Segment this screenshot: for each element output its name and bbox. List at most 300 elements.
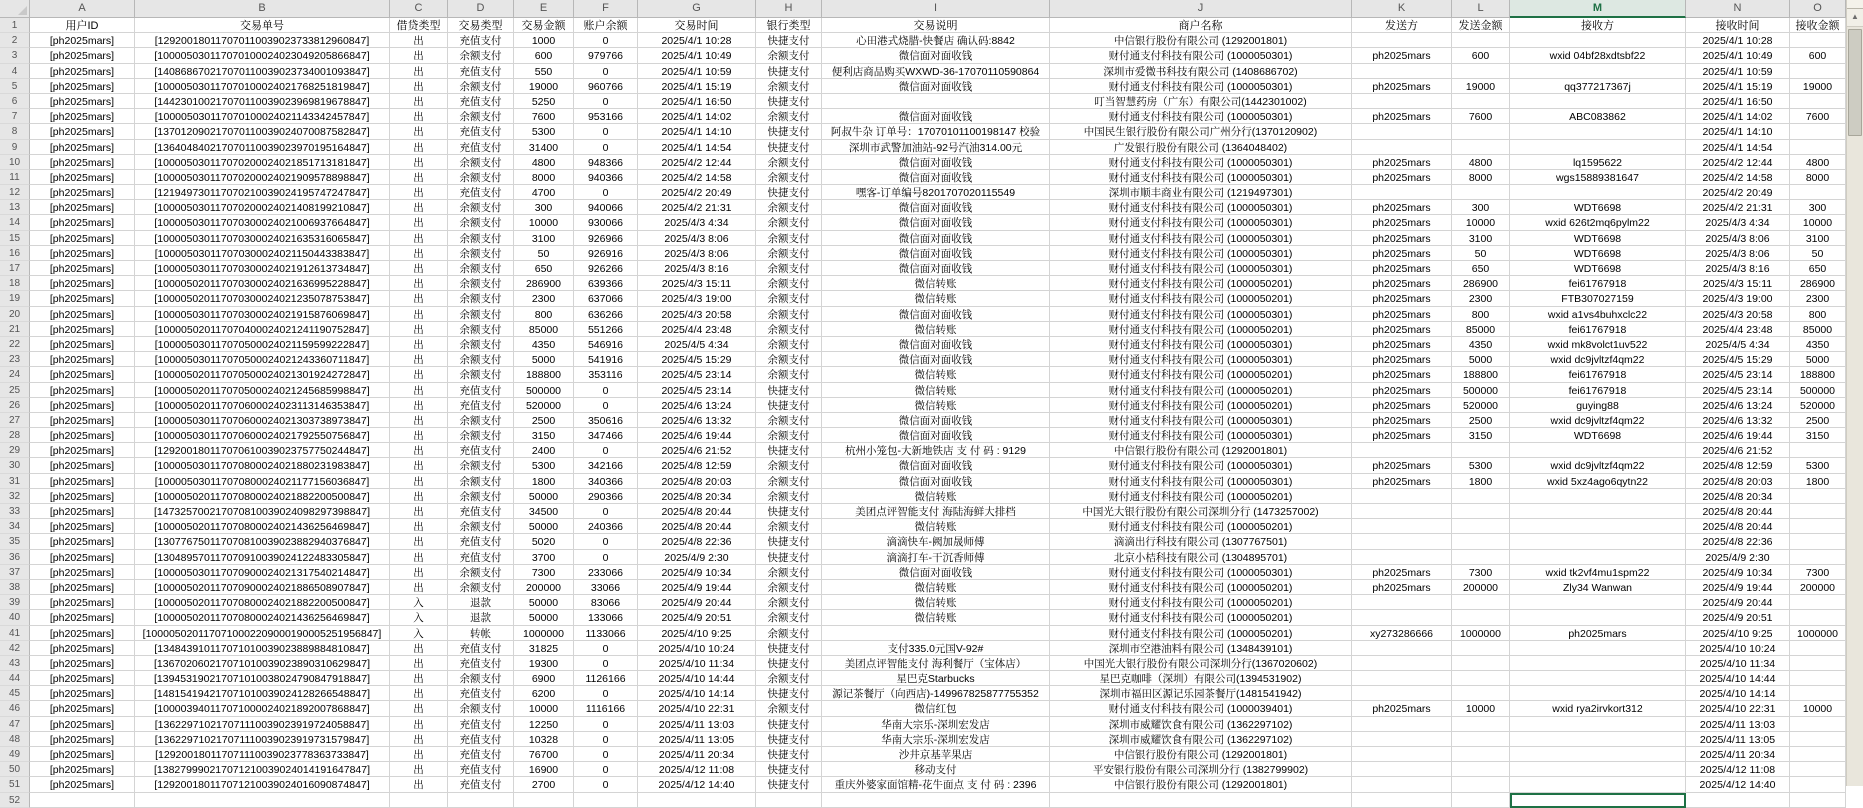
cell-M24[interactable]: fei61767918 <box>1510 367 1686 382</box>
cell-N11[interactable]: 2025/4/2 14:58 <box>1686 170 1790 185</box>
cell-C7[interactable]: 出 <box>390 109 448 124</box>
cell-K5[interactable]: ph2025mars <box>1352 79 1452 94</box>
row-header-23[interactable]: 23 <box>0 352 30 367</box>
cell-E3[interactable]: 600 <box>514 48 574 63</box>
cell-H10[interactable]: 余额支付 <box>756 155 822 170</box>
row-header-39[interactable]: 39 <box>0 595 30 610</box>
cell-H41[interactable]: 余额支付 <box>756 626 822 641</box>
cell-G46[interactable]: 2025/4/10 22:31 <box>638 701 756 716</box>
cell-H4[interactable]: 快捷支付 <box>756 64 822 79</box>
cell-L49[interactable] <box>1452 747 1510 762</box>
cell-F27[interactable]: 350616 <box>574 413 638 428</box>
cell-D22[interactable]: 余额支付 <box>448 337 514 352</box>
cell-M17[interactable]: WDT6698 <box>1510 261 1686 276</box>
cell-D25[interactable]: 充值支付 <box>448 383 514 398</box>
cell-F50[interactable]: 0 <box>574 762 638 777</box>
row-header-37[interactable]: 37 <box>0 565 30 580</box>
cell-H20[interactable]: 余额支付 <box>756 307 822 322</box>
cell-J24[interactable]: 财付通支付科技有限公司 (1000050201) <box>1050 367 1352 382</box>
cell-C33[interactable]: 出 <box>390 504 448 519</box>
column-header-F[interactable]: F <box>574 0 638 18</box>
cell-J33[interactable]: 中国光大银行股份有限公司深圳分行 (1473257002) <box>1050 504 1352 519</box>
cell-L7[interactable]: 7600 <box>1452 109 1510 124</box>
cell-A48[interactable]: [ph2025mars] <box>30 732 135 747</box>
cell-A16[interactable]: [ph2025mars] <box>30 246 135 261</box>
cell-O15[interactable]: 3100 <box>1790 231 1846 246</box>
cell-K43[interactable] <box>1352 656 1452 671</box>
cell-C5[interactable]: 出 <box>390 79 448 94</box>
cell-D5[interactable]: 余额支付 <box>448 79 514 94</box>
row-header-31[interactable]: 31 <box>0 474 30 489</box>
cell-J9[interactable]: 广发银行股份有限公司 (1364048402) <box>1050 140 1352 155</box>
cell-C41[interactable]: 入 <box>390 626 448 641</box>
cell-D32[interactable]: 余额支付 <box>448 489 514 504</box>
cell-C35[interactable]: 出 <box>390 534 448 549</box>
row-header-21[interactable]: 21 <box>0 322 30 337</box>
cell-H6[interactable]: 快捷支付 <box>756 94 822 109</box>
column-header-E[interactable]: E <box>514 0 574 18</box>
cell-M44[interactable] <box>1510 671 1686 686</box>
cell-L41[interactable]: 1000000 <box>1452 626 1510 641</box>
cell-I48[interactable]: 华南大宗乐-深圳宏发店 <box>822 732 1050 747</box>
cell-A2[interactable]: [ph2025mars] <box>30 33 135 48</box>
cell-O32[interactable] <box>1790 489 1846 504</box>
cell-C49[interactable]: 出 <box>390 747 448 762</box>
cell-B27[interactable]: [100005030117070600024021303738973847] <box>135 413 390 428</box>
cell-G16[interactable]: 2025/4/3 8:06 <box>638 246 756 261</box>
cell-F4[interactable]: 0 <box>574 64 638 79</box>
cell-D30[interactable]: 余额支付 <box>448 458 514 473</box>
cell-B17[interactable]: [100005030117070300024021912613734847] <box>135 261 390 276</box>
cell-M27[interactable]: wxid dc9jvltzf4qm22 <box>1510 413 1686 428</box>
cell-J21[interactable]: 财付通支付科技有限公司 (1000050201) <box>1050 322 1352 337</box>
cell-A36[interactable]: [ph2025mars] <box>30 550 135 565</box>
cell-N39[interactable]: 2025/4/9 20:44 <box>1686 595 1790 610</box>
cell-J51[interactable]: 中信银行股份有限公司 (1292001801) <box>1050 777 1352 792</box>
cell-E34[interactable]: 50000 <box>514 519 574 534</box>
cell-I12[interactable]: 嘿客-订单编号8201707020115549 <box>822 185 1050 200</box>
cell-B8[interactable]: [137012090217070110039024070087582847] <box>135 124 390 139</box>
cell-D8[interactable]: 充值支付 <box>448 124 514 139</box>
cell-K17[interactable]: ph2025mars <box>1352 261 1452 276</box>
cell-D12[interactable]: 充值支付 <box>448 185 514 200</box>
cell-K19[interactable]: ph2025mars <box>1352 291 1452 306</box>
cell-I17[interactable]: 微信面对面收钱 <box>822 261 1050 276</box>
cell-J35[interactable]: 滴滴出行科技有限公司 (1307767501) <box>1050 534 1352 549</box>
cell-M10[interactable]: lq1595622 <box>1510 155 1686 170</box>
row-header-8[interactable]: 8 <box>0 124 30 139</box>
cell-G15[interactable]: 2025/4/3 8:06 <box>638 231 756 246</box>
cell-M14[interactable]: wxid 626t2mq6pylm22 <box>1510 215 1686 230</box>
cell-H45[interactable]: 快捷支付 <box>756 686 822 701</box>
cell-N7[interactable]: 2025/4/1 14:02 <box>1686 109 1790 124</box>
row-header-42[interactable]: 42 <box>0 641 30 656</box>
cell-H17[interactable]: 余额支付 <box>756 261 822 276</box>
cell-L44[interactable] <box>1452 671 1510 686</box>
cell-L23[interactable]: 5000 <box>1452 352 1510 367</box>
cell-F20[interactable]: 636266 <box>574 307 638 322</box>
cell-I4[interactable]: 便利店商品购买WXWD-36-17070110590864 <box>822 64 1050 79</box>
cell-I42[interactable]: 支付335.0元国V-92# <box>822 641 1050 656</box>
cell-J52[interactable] <box>1050 793 1352 808</box>
cell-O4[interactable] <box>1790 64 1846 79</box>
cell-B52[interactable] <box>135 793 390 808</box>
cell-O31[interactable]: 1800 <box>1790 474 1846 489</box>
cell-H13[interactable]: 余额支付 <box>756 200 822 215</box>
cell-E43[interactable]: 19300 <box>514 656 574 671</box>
cell-E11[interactable]: 8000 <box>514 170 574 185</box>
cell-H18[interactable]: 余额支付 <box>756 276 822 291</box>
cell-B11[interactable]: [100005030117070200024021909578898847] <box>135 170 390 185</box>
cell-I22[interactable]: 微信面对面收钱 <box>822 337 1050 352</box>
cell-I13[interactable]: 微信面对面收钱 <box>822 200 1050 215</box>
cell-K35[interactable] <box>1352 534 1452 549</box>
cell-M32[interactable] <box>1510 489 1686 504</box>
cell-F25[interactable]: 0 <box>574 383 638 398</box>
cell-J6[interactable]: 叮当智慧药房（广东）有限公司(1442301002) <box>1050 94 1352 109</box>
cell-A5[interactable]: [ph2025mars] <box>30 79 135 94</box>
cell-O12[interactable] <box>1790 185 1846 200</box>
cell-K25[interactable]: ph2025mars <box>1352 383 1452 398</box>
cell-D40[interactable]: 退款 <box>448 610 514 625</box>
cell-L33[interactable] <box>1452 504 1510 519</box>
cell-H35[interactable]: 快捷支付 <box>756 534 822 549</box>
cell-I44[interactable]: 星巴克Starbucks <box>822 671 1050 686</box>
column-header-B[interactable]: B <box>135 0 390 18</box>
row-header-47[interactable]: 47 <box>0 717 30 732</box>
cell-B1[interactable]: 交易单号 <box>135 18 390 33</box>
row-header-34[interactable]: 34 <box>0 519 30 534</box>
row-header-10[interactable]: 10 <box>0 155 30 170</box>
row-header-13[interactable]: 13 <box>0 200 30 215</box>
cell-F39[interactable]: 83066 <box>574 595 638 610</box>
cell-A39[interactable]: [ph2025mars] <box>30 595 135 610</box>
row-header-33[interactable]: 33 <box>0 504 30 519</box>
cell-L9[interactable] <box>1452 140 1510 155</box>
cell-B19[interactable]: [100005020117070300024021235078753847] <box>135 291 390 306</box>
cell-F16[interactable]: 926916 <box>574 246 638 261</box>
cell-E27[interactable]: 2500 <box>514 413 574 428</box>
cell-G37[interactable]: 2025/4/9 10:34 <box>638 565 756 580</box>
cell-O20[interactable]: 800 <box>1790 307 1846 322</box>
cell-N10[interactable]: 2025/4/2 12:44 <box>1686 155 1790 170</box>
cell-I16[interactable]: 微信面对面收钱 <box>822 246 1050 261</box>
cell-G3[interactable]: 2025/4/1 10:49 <box>638 48 756 63</box>
cell-M50[interactable] <box>1510 762 1686 777</box>
cell-O23[interactable]: 5000 <box>1790 352 1846 367</box>
cell-C27[interactable]: 出 <box>390 413 448 428</box>
cell-E26[interactable]: 520000 <box>514 398 574 413</box>
cell-J7[interactable]: 财付通支付科技有限公司 (1000050301) <box>1050 109 1352 124</box>
cell-J23[interactable]: 财付通支付科技有限公司 (1000050301) <box>1050 352 1352 367</box>
cell-G19[interactable]: 2025/4/3 19:00 <box>638 291 756 306</box>
row-header-41[interactable]: 41 <box>0 626 30 641</box>
cell-N18[interactable]: 2025/4/3 15:11 <box>1686 276 1790 291</box>
cell-C30[interactable]: 出 <box>390 458 448 473</box>
cell-E18[interactable]: 286900 <box>514 276 574 291</box>
cell-E17[interactable]: 650 <box>514 261 574 276</box>
cell-G2[interactable]: 2025/4/1 10:28 <box>638 33 756 48</box>
cell-M31[interactable]: wxid 5xz4ago6qytn22 <box>1510 474 1686 489</box>
cell-B29[interactable]: [129200180117070610039023757750244847] <box>135 443 390 458</box>
cell-D18[interactable]: 余额支付 <box>448 276 514 291</box>
cell-E6[interactable]: 5250 <box>514 94 574 109</box>
cell-H23[interactable]: 余额支付 <box>756 352 822 367</box>
cell-N5[interactable]: 2025/4/1 15:19 <box>1686 79 1790 94</box>
cell-K23[interactable]: ph2025mars <box>1352 352 1452 367</box>
cell-O48[interactable] <box>1790 732 1846 747</box>
cell-G49[interactable]: 2025/4/11 20:34 <box>638 747 756 762</box>
cell-B37[interactable]: [100005030117070900024021317540214847] <box>135 565 390 580</box>
cell-J4[interactable]: 深圳市爱微书科技有限公司 (1408686702) <box>1050 64 1352 79</box>
cell-B15[interactable]: [100005030117070300024021635316065847] <box>135 231 390 246</box>
cell-H28[interactable]: 余额支付 <box>756 428 822 443</box>
cell-K8[interactable] <box>1352 124 1452 139</box>
cell-A32[interactable]: [ph2025mars] <box>30 489 135 504</box>
cell-B50[interactable]: [138279990217071210039024014191647847] <box>135 762 390 777</box>
cell-J34[interactable]: 财付通支付科技有限公司 (1000050201) <box>1050 519 1352 534</box>
cell-K14[interactable]: ph2025mars <box>1352 215 1452 230</box>
cell-F44[interactable]: 1126166 <box>574 671 638 686</box>
cell-O5[interactable]: 19000 <box>1790 79 1846 94</box>
row-header-6[interactable]: 6 <box>0 94 30 109</box>
cell-G1[interactable]: 交易时间 <box>638 18 756 33</box>
cell-G27[interactable]: 2025/4/6 13:32 <box>638 413 756 428</box>
cell-I14[interactable]: 微信面对面收钱 <box>822 215 1050 230</box>
cell-G13[interactable]: 2025/4/2 21:31 <box>638 200 756 215</box>
cell-E25[interactable]: 500000 <box>514 383 574 398</box>
cell-C20[interactable]: 出 <box>390 307 448 322</box>
cell-B16[interactable]: [100005030117070300024021150443383847] <box>135 246 390 261</box>
cell-L48[interactable] <box>1452 732 1510 747</box>
cell-C31[interactable]: 出 <box>390 474 448 489</box>
cell-H22[interactable]: 余额支付 <box>756 337 822 352</box>
cell-N15[interactable]: 2025/4/3 8:06 <box>1686 231 1790 246</box>
cell-A14[interactable]: [ph2025mars] <box>30 215 135 230</box>
cell-A18[interactable]: [ph2025mars] <box>30 276 135 291</box>
cell-L38[interactable]: 200000 <box>1452 580 1510 595</box>
cell-C6[interactable]: 出 <box>390 94 448 109</box>
cell-K21[interactable]: ph2025mars <box>1352 322 1452 337</box>
cell-J40[interactable]: 财付通支付科技有限公司 (1000050201) <box>1050 610 1352 625</box>
cell-L6[interactable] <box>1452 94 1510 109</box>
row-header-44[interactable]: 44 <box>0 671 30 686</box>
cell-E14[interactable]: 10000 <box>514 215 574 230</box>
cell-I20[interactable]: 微信面对面收钱 <box>822 307 1050 322</box>
cell-G31[interactable]: 2025/4/8 20:03 <box>638 474 756 489</box>
cell-E36[interactable]: 3700 <box>514 550 574 565</box>
cell-K32[interactable] <box>1352 489 1452 504</box>
cell-E7[interactable]: 7600 <box>514 109 574 124</box>
cell-N51[interactable]: 2025/4/12 14:40 <box>1686 777 1790 792</box>
cell-B39[interactable]: [100005020117070800024021882200500847] <box>135 595 390 610</box>
cell-N26[interactable]: 2025/4/6 13:24 <box>1686 398 1790 413</box>
cell-M9[interactable] <box>1510 140 1686 155</box>
cell-D27[interactable]: 余额支付 <box>448 413 514 428</box>
column-header-H[interactable]: H <box>756 0 822 18</box>
cell-E35[interactable]: 5020 <box>514 534 574 549</box>
column-header-N[interactable]: N <box>1686 0 1790 18</box>
cell-M13[interactable]: WDT6698 <box>1510 200 1686 215</box>
cell-O9[interactable] <box>1790 140 1846 155</box>
cell-D43[interactable]: 充值支付 <box>448 656 514 671</box>
cell-K12[interactable] <box>1352 185 1452 200</box>
cell-C42[interactable]: 出 <box>390 641 448 656</box>
cell-O43[interactable] <box>1790 656 1846 671</box>
cell-I15[interactable]: 微信面对面收钱 <box>822 231 1050 246</box>
cell-J8[interactable]: 中国民生银行股份有限公司广州分行(1370120902) <box>1050 124 1352 139</box>
cell-E51[interactable]: 2700 <box>514 777 574 792</box>
cell-L47[interactable] <box>1452 717 1510 732</box>
cell-L10[interactable]: 4800 <box>1452 155 1510 170</box>
cell-F46[interactable]: 1116166 <box>574 701 638 716</box>
cell-D47[interactable]: 充值支付 <box>448 717 514 732</box>
cell-M12[interactable] <box>1510 185 1686 200</box>
cell-I37[interactable]: 微信面对面收钱 <box>822 565 1050 580</box>
cell-C4[interactable]: 出 <box>390 64 448 79</box>
cell-C45[interactable]: 出 <box>390 686 448 701</box>
cell-L52[interactable] <box>1452 793 1510 808</box>
cell-I24[interactable]: 微信转账 <box>822 367 1050 382</box>
cell-A23[interactable]: [ph2025mars] <box>30 352 135 367</box>
cell-M34[interactable] <box>1510 519 1686 534</box>
row-header-32[interactable]: 32 <box>0 489 30 504</box>
cell-F30[interactable]: 342166 <box>574 458 638 473</box>
row-header-40[interactable]: 40 <box>0 610 30 625</box>
cell-J20[interactable]: 财付通支付科技有限公司 (1000050301) <box>1050 307 1352 322</box>
cell-N47[interactable]: 2025/4/11 13:03 <box>1686 717 1790 732</box>
cell-A46[interactable]: [ph2025mars] <box>30 701 135 716</box>
cell-N34[interactable]: 2025/4/8 20:44 <box>1686 519 1790 534</box>
cell-I34[interactable]: 微信转账 <box>822 519 1050 534</box>
cell-A31[interactable]: [ph2025mars] <box>30 474 135 489</box>
cell-G23[interactable]: 2025/4/5 15:29 <box>638 352 756 367</box>
cell-O1[interactable]: 接收金额 <box>1790 18 1846 33</box>
cell-L4[interactable] <box>1452 64 1510 79</box>
cell-I47[interactable]: 华南大宗乐-深圳宏发店 <box>822 717 1050 732</box>
cell-J38[interactable]: 财付通支付科技有限公司 (1000050201) <box>1050 580 1352 595</box>
cell-L28[interactable]: 3150 <box>1452 428 1510 443</box>
cell-L50[interactable] <box>1452 762 1510 777</box>
cell-D17[interactable]: 余额支付 <box>448 261 514 276</box>
cell-C15[interactable]: 出 <box>390 231 448 246</box>
cell-G7[interactable]: 2025/4/1 14:02 <box>638 109 756 124</box>
cell-I32[interactable]: 微信转账 <box>822 489 1050 504</box>
cell-F23[interactable]: 541916 <box>574 352 638 367</box>
cell-H49[interactable]: 快捷支付 <box>756 747 822 762</box>
cell-C25[interactable]: 出 <box>390 383 448 398</box>
cell-J32[interactable]: 财付通支付科技有限公司 (1000050201) <box>1050 489 1352 504</box>
cell-L37[interactable]: 7300 <box>1452 565 1510 580</box>
cell-D11[interactable]: 余额支付 <box>448 170 514 185</box>
cell-G38[interactable]: 2025/4/9 19:44 <box>638 580 756 595</box>
cell-A52[interactable] <box>30 793 135 808</box>
cell-A30[interactable]: [ph2025mars] <box>30 458 135 473</box>
cell-J19[interactable]: 财付通支付科技有限公司 (1000050201) <box>1050 291 1352 306</box>
cell-C19[interactable]: 出 <box>390 291 448 306</box>
scrollbar-split-handle[interactable] <box>1847 0 1863 9</box>
cell-N31[interactable]: 2025/4/8 20:03 <box>1686 474 1790 489</box>
cell-A38[interactable]: [ph2025mars] <box>30 580 135 595</box>
cell-H31[interactable]: 余额支付 <box>756 474 822 489</box>
cell-D14[interactable]: 余额支付 <box>448 215 514 230</box>
cell-K22[interactable]: ph2025mars <box>1352 337 1452 352</box>
cell-G4[interactable]: 2025/4/1 10:59 <box>638 64 756 79</box>
cell-M37[interactable]: wxid tk2vf4mu1spm22 <box>1510 565 1686 580</box>
cell-H26[interactable]: 快捷支付 <box>756 398 822 413</box>
cell-D19[interactable]: 余额支付 <box>448 291 514 306</box>
row-header-1[interactable]: 1 <box>0 18 30 33</box>
cell-E39[interactable]: 50000 <box>514 595 574 610</box>
cell-C14[interactable]: 出 <box>390 215 448 230</box>
cell-H46[interactable]: 余额支付 <box>756 701 822 716</box>
cell-F21[interactable]: 551266 <box>574 322 638 337</box>
cell-H29[interactable]: 快捷支付 <box>756 443 822 458</box>
cell-L2[interactable] <box>1452 33 1510 48</box>
cell-D3[interactable]: 余额支付 <box>448 48 514 63</box>
cell-B6[interactable]: [144230100217070110039023969819678847] <box>135 94 390 109</box>
cell-J5[interactable]: 财付通支付科技有限公司 (1000050301) <box>1050 79 1352 94</box>
cell-H42[interactable]: 快捷支付 <box>756 641 822 656</box>
cell-L35[interactable] <box>1452 534 1510 549</box>
cell-O30[interactable]: 5300 <box>1790 458 1846 473</box>
cell-B31[interactable]: [100005030117070800024021177156036847] <box>135 474 390 489</box>
cell-B25[interactable]: [100005020117070500024021245685998847] <box>135 383 390 398</box>
cell-G20[interactable]: 2025/4/3 20:58 <box>638 307 756 322</box>
cell-K24[interactable]: ph2025mars <box>1352 367 1452 382</box>
cell-A15[interactable]: [ph2025mars] <box>30 231 135 246</box>
cell-C18[interactable]: 出 <box>390 276 448 291</box>
cell-A41[interactable]: [ph2025mars] <box>30 626 135 641</box>
cell-M33[interactable] <box>1510 504 1686 519</box>
cell-E13[interactable]: 300 <box>514 200 574 215</box>
cell-E22[interactable]: 4350 <box>514 337 574 352</box>
cell-N30[interactable]: 2025/4/8 12:59 <box>1686 458 1790 473</box>
cell-B41[interactable]: [1000050201170710002209000190005251956847] <box>135 626 390 641</box>
cell-L19[interactable]: 2300 <box>1452 291 1510 306</box>
row-header-43[interactable]: 43 <box>0 656 30 671</box>
cell-F52[interactable] <box>574 793 638 808</box>
cell-O34[interactable] <box>1790 519 1846 534</box>
cell-C32[interactable]: 出 <box>390 489 448 504</box>
cell-N27[interactable]: 2025/4/6 13:32 <box>1686 413 1790 428</box>
cell-M36[interactable] <box>1510 550 1686 565</box>
cell-D36[interactable]: 充值支付 <box>448 550 514 565</box>
cell-A47[interactable]: [ph2025mars] <box>30 717 135 732</box>
cell-B32[interactable]: [100005020117070800024021882200500847] <box>135 489 390 504</box>
cell-F36[interactable]: 0 <box>574 550 638 565</box>
cell-O39[interactable] <box>1790 595 1846 610</box>
cell-M5[interactable]: qq377217367j <box>1510 79 1686 94</box>
cell-G30[interactable]: 2025/4/8 12:59 <box>638 458 756 473</box>
row-header-9[interactable]: 9 <box>0 140 30 155</box>
cell-M38[interactable]: Zly34 Wanwan <box>1510 580 1686 595</box>
cell-C22[interactable]: 出 <box>390 337 448 352</box>
cell-K30[interactable]: ph2025mars <box>1352 458 1452 473</box>
cell-I27[interactable]: 微信面对面收钱 <box>822 413 1050 428</box>
cell-K42[interactable] <box>1352 641 1452 656</box>
row-header-4[interactable]: 4 <box>0 64 30 79</box>
cell-J49[interactable]: 中信银行股份有限公司 (1292001801) <box>1050 747 1352 762</box>
cell-N4[interactable]: 2025/4/1 10:59 <box>1686 64 1790 79</box>
cell-O3[interactable]: 600 <box>1790 48 1846 63</box>
cell-A6[interactable]: [ph2025mars] <box>30 94 135 109</box>
cell-C24[interactable]: 出 <box>390 367 448 382</box>
cell-N46[interactable]: 2025/4/10 22:31 <box>1686 701 1790 716</box>
cell-C16[interactable]: 出 <box>390 246 448 261</box>
cell-F29[interactable]: 0 <box>574 443 638 458</box>
cell-G44[interactable]: 2025/4/10 14:44 <box>638 671 756 686</box>
